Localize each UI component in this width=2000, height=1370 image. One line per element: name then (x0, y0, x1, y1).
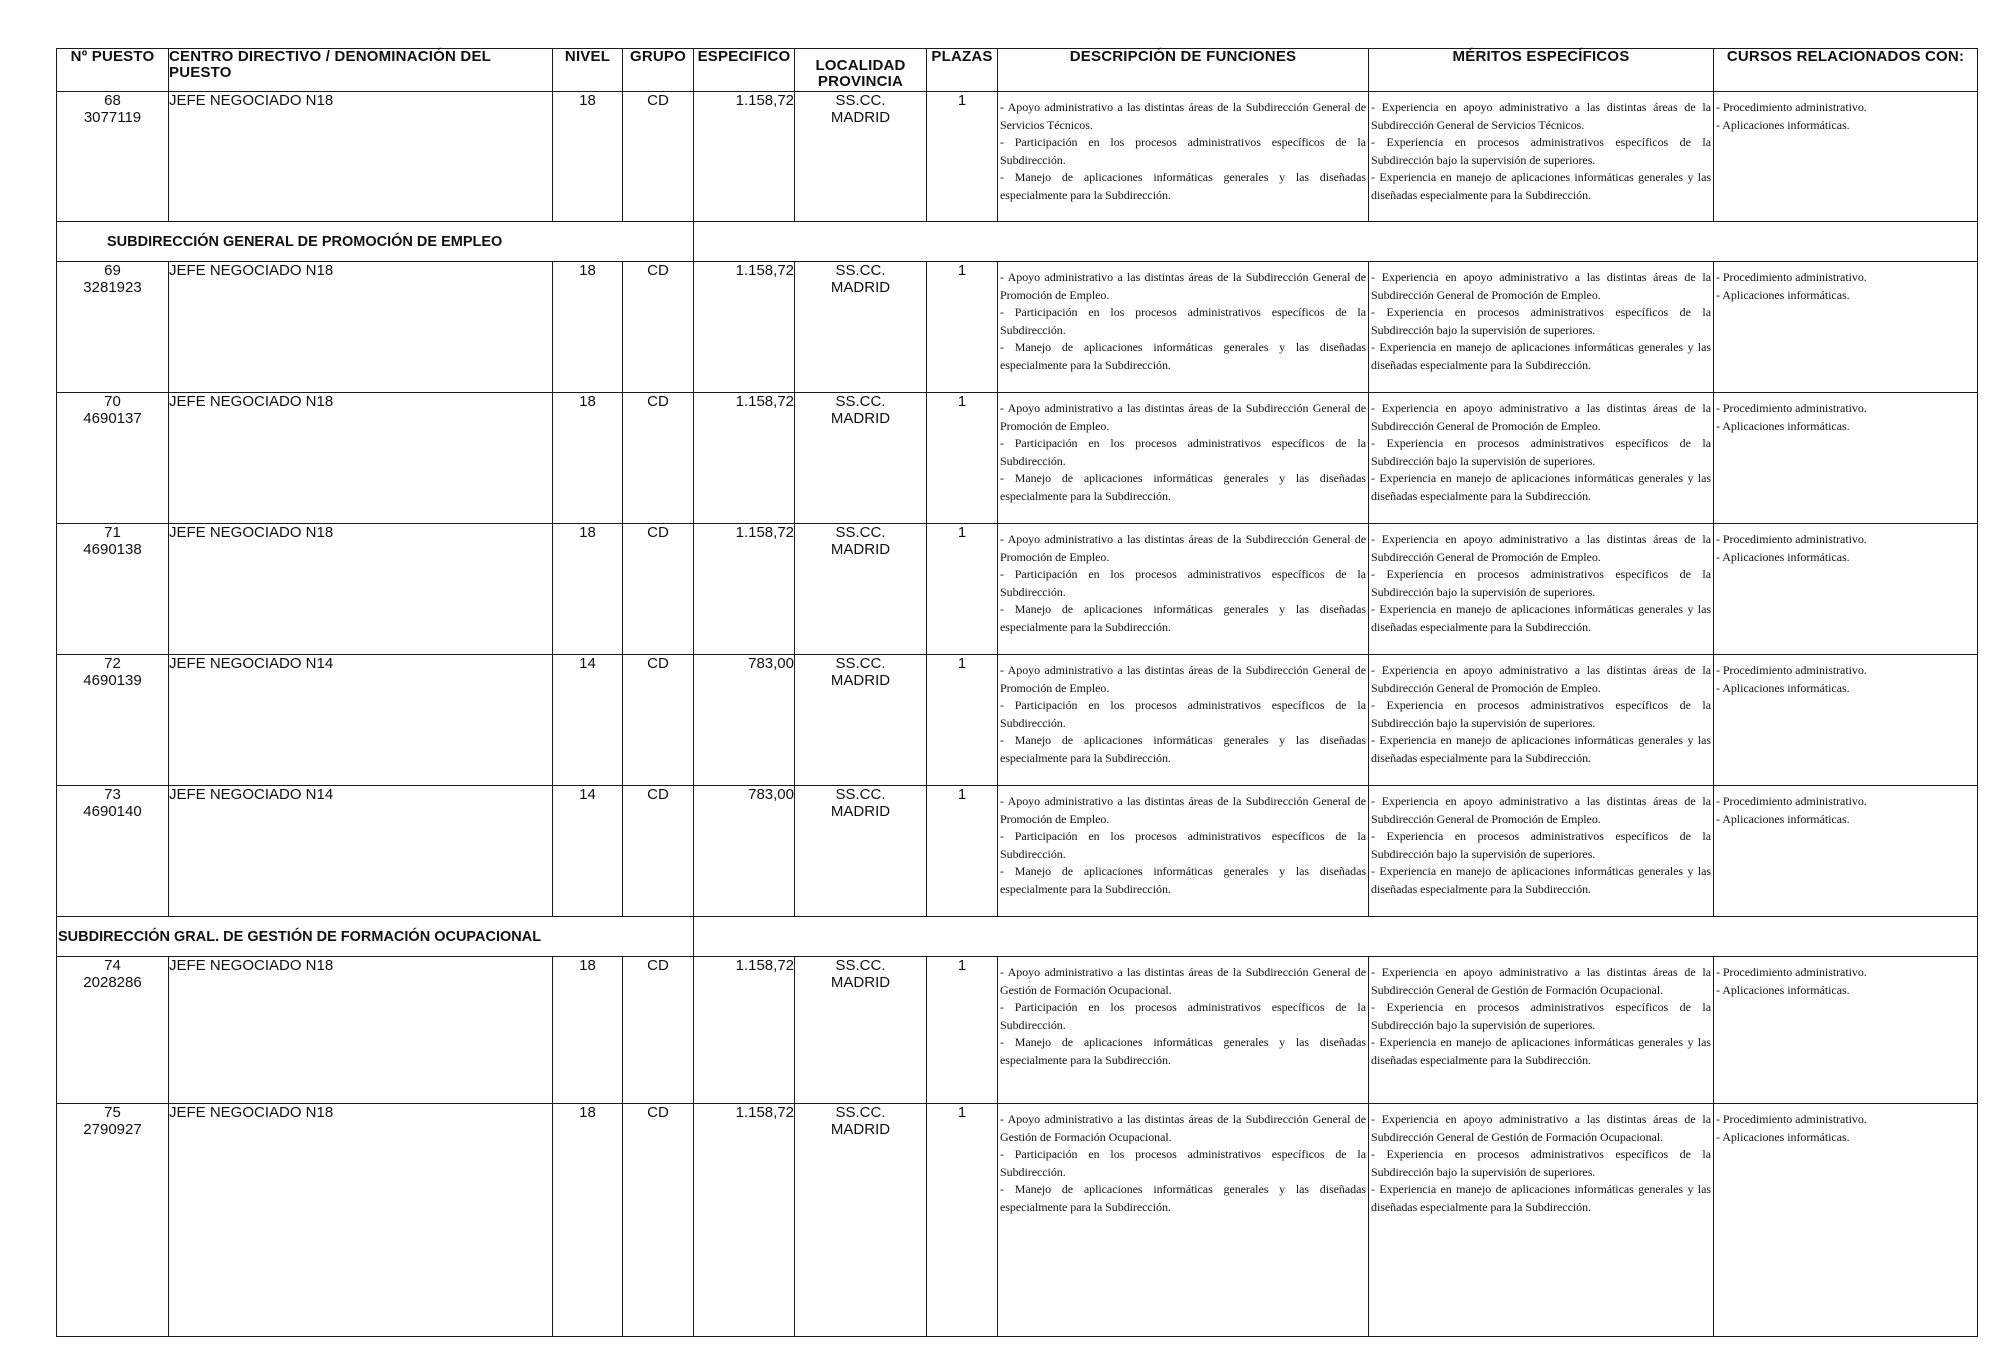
section-row (57, 917, 1978, 957)
descripcion-cell-block (998, 262, 1368, 374)
table-row (57, 957, 1978, 1104)
puesto-code: 4690137 (83, 410, 142, 427)
descripcion-item: - Participación en los procesos administrativos específicos de la Subdirección. (1000, 698, 1366, 730)
localidad-text: SS.CC. (835, 524, 886, 541)
merito-item: - Experiencia en manejo de aplicaciones informáticas generales y las diseñadas especialmente para la Subdirección. (1371, 864, 1711, 896)
curso-item: - Procedimiento administrativo. (1716, 100, 1867, 114)
header-nivel: NIVEL (553, 49, 623, 92)
especifico-cell: 783,00 (694, 786, 795, 917)
puesto-cell (57, 1104, 169, 1337)
merito-item: - Experiencia en apoyo administrativo a las distintas áreas de la Subdirección General de Promoción de Empleo. (1371, 532, 1711, 564)
table-body (57, 92, 1978, 1337)
cursos-cell-block (1714, 524, 1977, 566)
localidad-text: SS.CC. (835, 786, 886, 803)
merito-item: - Experiencia en manejo de aplicaciones informáticas generales y las diseñadas especialmente para la Subdirección. (1371, 340, 1711, 372)
meritos-cell (1369, 957, 1714, 1104)
descripcion-cell (998, 262, 1369, 393)
header-localidad (795, 49, 927, 92)
descripcion-item: - Apoyo administrativo a las distintas áreas de la Subdirección General de Servicios Técnicos. (1000, 100, 1366, 132)
provincia-text: MADRID (830, 672, 891, 689)
puesto-cell (57, 524, 169, 655)
grupo-cell: CD (623, 262, 694, 393)
meritos-cell (1369, 393, 1714, 524)
descripcion-item: - Participación en los procesos administrativos específicos de la Subdirección. (1000, 436, 1366, 468)
plazas-cell: 1 (927, 524, 998, 655)
merito-item: - Experiencia en apoyo administrativo a las distintas áreas de la Subdirección General de Servicios Técnicos. (1371, 100, 1711, 132)
section-heading: SUBDIRECCIÓN GRAL. DE GESTIÓN DE FORMACIÓN OCUPACIONAL (57, 917, 694, 957)
cursos-cell (1714, 1104, 1978, 1337)
puesto-code: 2028286 (83, 974, 142, 991)
header-descripcion: DESCRIPCIÓN DE FUNCIONES (998, 49, 1369, 92)
descripcion-item: - Manejo de aplicaciones informáticas generales y las diseñadas especialmente para la Subdirección. (1000, 340, 1366, 372)
descripcion-item: - Participación en los procesos administrativos específicos de la Subdirección. (1000, 135, 1366, 167)
curso-item: - Aplicaciones informáticas. (1716, 680, 1850, 695)
merito-item: - Experiencia en apoyo administrativo a las distintas áreas de la Subdirección General de Promoción de Empleo. (1371, 270, 1711, 302)
puesto-code: 4690140 (83, 803, 142, 820)
meritos-cell (1369, 1104, 1714, 1337)
merito-item: - Experiencia en procesos administrativos específicos de la Subdirección bajo la supervisión de superiores. (1371, 1000, 1711, 1032)
puesto-number: 75 (104, 1104, 121, 1121)
curso-item: - Procedimiento administrativo. (1716, 965, 1867, 979)
descripcion-cell-block (998, 1104, 1368, 1216)
cursos-cell-block (1714, 92, 1977, 134)
nivel-cell: 14 (553, 655, 623, 786)
meritos-cell-block (1369, 957, 1713, 1069)
header-plazas: PLAZAS (927, 49, 998, 92)
descripcion-item: - Apoyo administrativo a las distintas áreas de la Subdirección General de Promoción de Empleo. (1000, 401, 1366, 433)
denominacion-cell: JEFE NEGOCIADO N18 (169, 262, 553, 393)
descripcion-cell-block (998, 393, 1368, 505)
especifico-cell: 1.158,72 (694, 262, 795, 393)
table-row (57, 92, 1978, 222)
curso-item: - Aplicaciones informáticas. (1716, 982, 1850, 997)
provincia-text: MADRID (830, 974, 891, 991)
merito-item: - Experiencia en apoyo administrativo a las distintas áreas de la Subdirección General de Gestión de Formación Ocupacional. (1371, 965, 1711, 997)
table-row (57, 786, 1978, 917)
especifico-cell: 1.158,72 (694, 524, 795, 655)
denominacion-cell: JEFE NEGOCIADO N14 (169, 655, 553, 786)
puesto-number: 69 (104, 262, 121, 279)
cursos-cell-block (1714, 957, 1977, 999)
merito-item: - Experiencia en apoyo administrativo a las distintas áreas de la Subdirección General de Promoción de Empleo. (1371, 663, 1711, 695)
puesto-code: 2790927 (83, 1121, 142, 1138)
puesto-number: 70 (104, 393, 121, 410)
descripcion-item: - Participación en los procesos administrativos específicos de la Subdirección. (1000, 305, 1366, 337)
nivel-cell: 14 (553, 786, 623, 917)
cursos-cell-block (1714, 262, 1977, 304)
localidad-cell (795, 786, 927, 917)
descripcion-cell-block (998, 92, 1368, 204)
descripcion-cell (998, 393, 1369, 524)
localidad-cell (795, 524, 927, 655)
cursos-cell (1714, 957, 1978, 1104)
meritos-cell-block (1369, 524, 1713, 636)
descripcion-cell-block (998, 655, 1368, 767)
nivel-cell: 18 (553, 92, 623, 222)
plazas-cell: 1 (927, 786, 998, 917)
plazas-cell: 1 (927, 655, 998, 786)
denominacion-cell: JEFE NEGOCIADO N18 (169, 92, 553, 222)
descripcion-item: - Apoyo administrativo a las distintas áreas de la Subdirección General de Promoción de Empleo. (1000, 532, 1366, 564)
plazas-cell: 1 (927, 1104, 998, 1337)
curso-item: - Procedimiento administrativo. (1716, 532, 1867, 546)
header-localidad-line2: PROVINCIA (817, 73, 904, 90)
provincia-text: MADRID (830, 1121, 891, 1138)
merito-item: - Experiencia en apoyo administrativo a las distintas áreas de la Subdirección General de Gestión de Formación Ocupacional. (1371, 1112, 1711, 1144)
meritos-cell-block (1369, 262, 1713, 374)
meritos-cell (1369, 262, 1714, 393)
descripcion-item: - Participación en los procesos administrativos específicos de la Subdirección. (1000, 1000, 1366, 1032)
descripcion-item: - Apoyo administrativo a las distintas áreas de la Subdirección General de Promoción de Empleo. (1000, 663, 1366, 695)
cursos-cell-block (1714, 786, 1977, 828)
merito-item: - Experiencia en procesos administrativos específicos de la Subdirección bajo la supervisión de superiores. (1371, 698, 1711, 730)
merito-item: - Experiencia en manejo de aplicaciones informáticas generales y las diseñadas especialmente para la Subdirección. (1371, 471, 1711, 503)
table-row (57, 1104, 1978, 1337)
puesto-code: 3281923 (83, 279, 142, 296)
puesto-cell (57, 786, 169, 917)
descripcion-item: - Apoyo administrativo a las distintas áreas de la Subdirección General de Gestión de Formación Ocupacional. (1000, 965, 1366, 997)
localidad-text: SS.CC. (835, 957, 886, 974)
meritos-cell (1369, 92, 1714, 222)
localidad-text: SS.CC. (835, 655, 886, 672)
curso-item: - Procedimiento administrativo. (1716, 794, 1867, 808)
grupo-cell: CD (623, 393, 694, 524)
header-cursos: CURSOS RELACIONADOS CON: (1714, 49, 1978, 92)
denominacion-cell: JEFE NEGOCIADO N14 (169, 786, 553, 917)
descripcion-item: - Manejo de aplicaciones informáticas generales y las diseñadas especialmente para la Subdirección. (1000, 170, 1366, 202)
provincia-text: MADRID (830, 109, 891, 126)
localidad-text: SS.CC. (835, 1104, 886, 1121)
descripcion-cell (998, 92, 1369, 222)
puesto-cell (57, 92, 169, 222)
meritos-cell-block (1369, 655, 1713, 767)
header-localidad-line1: LOCALIDAD (815, 57, 906, 74)
puesto-cell (57, 262, 169, 393)
nivel-cell: 18 (553, 524, 623, 655)
descripcion-cell (998, 1104, 1369, 1337)
merito-item: - Experiencia en manejo de aplicaciones informáticas generales y las diseñadas especialmente para la Subdirección. (1371, 1035, 1711, 1067)
section-row (57, 222, 1978, 262)
provincia-text: MADRID (830, 803, 891, 820)
curso-item: - Aplicaciones informáticas. (1716, 418, 1850, 433)
curso-item: - Procedimiento administrativo. (1716, 1112, 1867, 1126)
meritos-cell (1369, 524, 1714, 655)
plazas-cell: 1 (927, 262, 998, 393)
plazas-cell: 1 (927, 92, 998, 222)
cursos-cell (1714, 262, 1978, 393)
denominacion-cell: JEFE NEGOCIADO N18 (169, 957, 553, 1104)
descripcion-item: - Apoyo administrativo a las distintas áreas de la Subdirección General de Gestión de Formación Ocupacional. (1000, 1112, 1366, 1144)
localidad-text: SS.CC. (835, 92, 886, 109)
descripcion-item: - Participación en los procesos administrativos específicos de la Subdirección. (1000, 567, 1366, 599)
cursos-cell-block (1714, 393, 1977, 435)
merito-item: - Experiencia en apoyo administrativo a las distintas áreas de la Subdirección General de Promoción de Empleo. (1371, 401, 1711, 433)
merito-item: - Experiencia en apoyo administrativo a las distintas áreas de la Subdirección General de Promoción de Empleo. (1371, 794, 1711, 826)
puesto-cell (57, 655, 169, 786)
curso-item: - Procedimiento administrativo. (1716, 663, 1867, 677)
merito-item: - Experiencia en procesos administrativos específicos de la Subdirección bajo la supervisión de superiores. (1371, 567, 1711, 599)
descripcion-item: - Participación en los procesos administrativos específicos de la Subdirección. (1000, 1147, 1366, 1179)
denominacion-cell: JEFE NEGOCIADO N18 (169, 393, 553, 524)
provincia-text: MADRID (830, 279, 891, 296)
descripcion-cell-block (998, 524, 1368, 636)
meritos-cell-block (1369, 786, 1713, 898)
cursos-cell (1714, 92, 1978, 222)
curso-item: - Aplicaciones informáticas. (1716, 1129, 1850, 1144)
section-heading: SUBDIRECCIÓN GENERAL DE PROMOCIÓN DE EMPLEO (57, 222, 694, 262)
localidad-cell (795, 92, 927, 222)
puesto-code: 4690139 (83, 672, 142, 689)
table-row (57, 393, 1978, 524)
merito-item: - Experiencia en procesos administrativos específicos de la Subdirección bajo la supervisión de superiores. (1371, 436, 1711, 468)
meritos-cell-block (1369, 393, 1713, 505)
table-row (57, 262, 1978, 393)
section-filler (694, 917, 1978, 957)
especifico-cell: 1.158,72 (694, 92, 795, 222)
merito-item: - Experiencia en procesos administrativos específicos de la Subdirección bajo la supervisión de superiores. (1371, 305, 1711, 337)
plazas-cell: 1 (927, 393, 998, 524)
localidad-cell (795, 1104, 927, 1337)
localidad-text: SS.CC. (835, 393, 886, 410)
descripcion-item: - Manejo de aplicaciones informáticas generales y las diseñadas especialmente para la Subdirección. (1000, 602, 1366, 634)
cursos-cell-block (1714, 655, 1977, 697)
descripcion-cell (998, 957, 1369, 1104)
descripcion-item: - Manejo de aplicaciones informáticas generales y las diseñadas especialmente para la Subdirección. (1000, 1182, 1366, 1214)
puesto-number: 72 (104, 655, 121, 672)
curso-item: - Aplicaciones informáticas. (1716, 117, 1850, 132)
descripcion-cell-block (998, 957, 1368, 1069)
provincia-text: MADRID (830, 541, 891, 558)
plazas-cell: 1 (927, 957, 998, 1104)
nivel-cell: 18 (553, 1104, 623, 1337)
descripcion-item: - Manejo de aplicaciones informáticas generales y las diseñadas especialmente para la Subdirección. (1000, 1035, 1366, 1067)
provincia-text: MADRID (830, 410, 891, 427)
meritos-cell (1369, 786, 1714, 917)
puesto-number: 74 (104, 957, 121, 974)
puesto-number: 71 (104, 524, 121, 541)
descripcion-item: - Manejo de aplicaciones informáticas generales y las diseñadas especialmente para la Subdirección. (1000, 733, 1366, 765)
header-puesto: Nº PUESTO (57, 49, 169, 92)
header-meritos: MÉRITOS ESPECÍFICOS (1369, 49, 1714, 92)
curso-item: - Procedimiento administrativo. (1716, 401, 1867, 415)
puesto-code: 4690138 (83, 541, 142, 558)
merito-item: - Experiencia en procesos administrativos específicos de la Subdirección bajo la supervisión de superiores. (1371, 829, 1711, 861)
puesto-cell (57, 393, 169, 524)
cursos-cell (1714, 393, 1978, 524)
merito-item: - Experiencia en manejo de aplicaciones informáticas generales y las diseñadas especialmente para la Subdirección. (1371, 170, 1711, 202)
curso-item: - Aplicaciones informáticas. (1716, 811, 1850, 826)
header-grupo: GRUPO (623, 49, 694, 92)
grupo-cell: CD (623, 92, 694, 222)
cursos-cell (1714, 786, 1978, 917)
curso-item: - Procedimiento administrativo. (1716, 270, 1867, 284)
localidad-text: SS.CC. (835, 262, 886, 279)
cursos-cell-block (1714, 1104, 1977, 1146)
header-row (57, 49, 1978, 92)
grupo-cell: CD (623, 957, 694, 1104)
descripcion-cell-block (998, 786, 1368, 898)
section-filler (694, 222, 1978, 262)
nivel-cell: 18 (553, 393, 623, 524)
grupo-cell: CD (623, 655, 694, 786)
descripcion-item: - Apoyo administrativo a las distintas áreas de la Subdirección General de Promoción de Empleo. (1000, 794, 1366, 826)
meritos-cell-block (1369, 1104, 1713, 1216)
localidad-cell (795, 957, 927, 1104)
merito-item: - Experiencia en manejo de aplicaciones informáticas generales y las diseñadas especialmente para la Subdirección. (1371, 733, 1711, 765)
merito-item: - Experiencia en procesos administrativos específicos de la Subdirección bajo la supervisión de superiores. (1371, 135, 1711, 167)
grupo-cell: CD (623, 1104, 694, 1337)
grupo-cell: CD (623, 786, 694, 917)
merito-item: - Experiencia en manejo de aplicaciones informáticas generales y las diseñadas especialmente para la Subdirección. (1371, 602, 1711, 634)
cursos-cell (1714, 524, 1978, 655)
descripcion-cell (998, 655, 1369, 786)
meritos-cell-block (1369, 92, 1713, 204)
descripcion-item: - Participación en los procesos administrativos específicos de la Subdirección. (1000, 829, 1366, 861)
especifico-cell: 1.158,72 (694, 393, 795, 524)
meritos-cell (1369, 655, 1714, 786)
job-positions-table (56, 48, 1978, 1337)
merito-item: - Experiencia en manejo de aplicaciones informáticas generales y las diseñadas especialmente para la Subdirección. (1371, 1182, 1711, 1214)
cursos-cell (1714, 655, 1978, 786)
table-row (57, 655, 1978, 786)
curso-item: - Aplicaciones informáticas. (1716, 549, 1850, 564)
especifico-cell: 1.158,72 (694, 1104, 795, 1337)
denominacion-cell: JEFE NEGOCIADO N18 (169, 1104, 553, 1337)
especifico-cell: 1.158,72 (694, 957, 795, 1104)
header-especifico: ESPECIFICO (694, 49, 795, 92)
nivel-cell: 18 (553, 262, 623, 393)
curso-item: - Aplicaciones informáticas. (1716, 287, 1850, 302)
descripcion-item: - Manejo de aplicaciones informáticas generales y las diseñadas especialmente para la Subdirección. (1000, 864, 1366, 896)
descripcion-cell (998, 524, 1369, 655)
puesto-cell (57, 957, 169, 1104)
descripcion-item: - Apoyo administrativo a las distintas áreas de la Subdirección General de Promoción de Empleo. (1000, 270, 1366, 302)
nivel-cell: 18 (553, 957, 623, 1104)
table-row (57, 524, 1978, 655)
header-centro: CENTRO DIRECTIVO / DENOMINACIÓN DEL PUESTO (169, 49, 553, 92)
puesto-code: 3077119 (83, 109, 142, 126)
descripcion-item: - Manejo de aplicaciones informáticas generales y las diseñadas especialmente para la Subdirección. (1000, 471, 1366, 503)
localidad-cell (795, 393, 927, 524)
grupo-cell: CD (623, 524, 694, 655)
merito-item: - Experiencia en procesos administrativos específicos de la Subdirección bajo la supervisión de superiores. (1371, 1147, 1711, 1179)
localidad-cell (795, 262, 927, 393)
puesto-number: 68 (104, 92, 121, 109)
descripcion-cell (998, 786, 1369, 917)
puesto-number: 73 (104, 786, 121, 803)
especifico-cell: 783,00 (694, 655, 795, 786)
denominacion-cell: JEFE NEGOCIADO N18 (169, 524, 553, 655)
localidad-cell (795, 655, 927, 786)
